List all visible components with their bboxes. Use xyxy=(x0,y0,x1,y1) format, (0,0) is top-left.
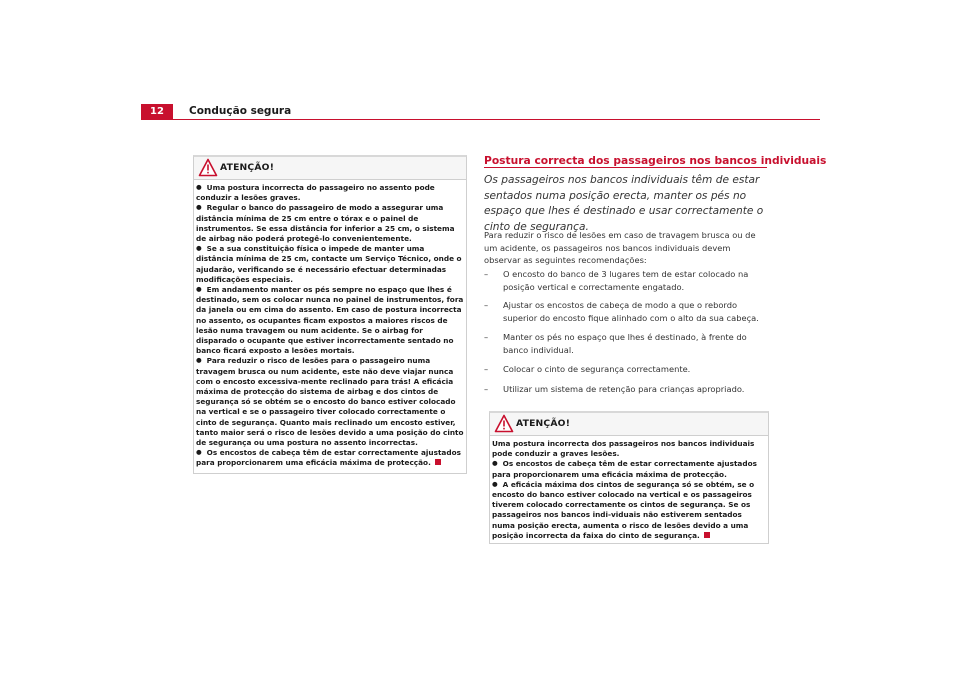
section-title: Postura correcta dos passageiros nos bancos individuais xyxy=(484,154,827,167)
warning-paragraph: ● Os encostos de cabeça têm de estar correctamente ajustados para proporcionarem uma eficácia máxima de protecção. xyxy=(490,459,768,479)
intro-paragraph: Para reduzir o risco de lesões em caso de travagem brusca ou de um acidente, os passageiros nos bancos individuais devem observar as seguintes recomendações: xyxy=(484,230,756,265)
dash-marker: – xyxy=(484,364,489,374)
warning-title: ATENÇÃO! xyxy=(516,418,571,429)
dash-item xyxy=(484,331,769,356)
warning-title: ATENÇÃO! xyxy=(220,162,275,173)
warning-box-left xyxy=(193,155,467,474)
dash-item xyxy=(484,299,769,324)
dash-item-text: Ajustar os encostos de cabeça de modo a que o rebordo superior do encosto fique alinhado com o alto da sua cabeça. xyxy=(503,300,759,323)
running-title: Condução segura xyxy=(189,105,292,117)
section-intro xyxy=(484,229,769,267)
dash-marker: – xyxy=(484,300,489,310)
dash-item-text: Manter os pés no espaço que lhes é destinado, à frente do banco individual. xyxy=(503,332,747,355)
header-rule xyxy=(141,119,820,120)
dash-item xyxy=(484,268,769,293)
warning-box-right xyxy=(489,411,769,544)
dash-item-text: Utilizar um sistema de retenção para crianças apropriado. xyxy=(503,384,745,394)
dash-item xyxy=(484,363,769,376)
dash-item-text: O encosto do banco de 3 lugares tem de estar colocado na posição vertical e correctamente engatado. xyxy=(503,269,749,292)
end-of-section-mark xyxy=(704,532,710,538)
warning-paragraph-last xyxy=(194,448,466,468)
warning-paragraph: ● Em andamento manter os pés sempre no espaço que lhes é destinado, sem os colocar nunca no painel de instrumentos, fora da janela ou em cima do assento. Em caso de postura incorrecta no assento, os ocupantes ficam expostos a maiores riscos de lesão numa travagem ou num acidente. Se o airbag for disparado o ocupante que estiver incorrectamente sentado no banco ficará exposto a lesões mortais. xyxy=(194,285,466,356)
warning-header xyxy=(194,157,466,180)
dash-item-text: Colocar o cinto de segurança correctamente. xyxy=(503,364,691,374)
warning-triangle-icon xyxy=(494,414,514,433)
dash-marker: – xyxy=(484,269,489,279)
dash-marker: – xyxy=(484,332,489,342)
section-lead: Os passageiros nos bancos individuais têm de estar sentados numa posição erecta, manter os pés no espaço que lhes é destinado e usar correctamente o cinto de segurança. xyxy=(484,174,764,233)
dash-marker: – xyxy=(484,384,489,394)
warning-paragraph: Uma postura incorrecta dos passageiros nos bancos individuais pode conduzir a graves lesões. xyxy=(492,439,755,459)
warning-text: Os encostos de cabeça têm de estar correctamente ajustados para proporcionarem uma eficácia máxima de protecção. xyxy=(196,448,461,468)
warning-text: A eficácia máxima dos cintos de segurança só se obtém, se o encosto do banco estiver colocado na vertical e os passageiros tiverem colocado correctamente os cintos de segurança. Se os passageiros nos bancos indi-viduais não estiverem sentados numa posição erecta, aumenta o risco de lesões devido a uma posição incorrecta da faixa do cinto de segurança. xyxy=(492,479,755,540)
warning-paragraph: ● Se a sua constituição física o impede de manter uma distância mínima de 25 cm, contacte um Serviço Técnico, onde o ajudarão, verificando se é necessário efectuar determinadas modificações especiais. xyxy=(194,244,466,285)
warning-paragraph: ● Regular o banco do passageiro de modo a assegurar uma distância mínima de 25 cm entre o tórax e o painel de instrumentos. Se essa distância for inferior a 25 cm, o sistema de airbag não poderá protegê-lo convenientemente. xyxy=(194,203,466,244)
section-rule xyxy=(484,167,767,168)
warning-triangle-icon xyxy=(198,158,218,177)
warning-paragraph: ● Uma postura incorrecta do passageiro no assento pode conduzir a lesões graves. xyxy=(194,183,466,203)
end-of-section-mark xyxy=(435,459,441,465)
warning-header xyxy=(490,413,768,436)
dash-item xyxy=(484,383,769,396)
warning-paragraph: ● Para reduzir o risco de lesões para o passageiro numa travagem brusca ou num acidente, este não deve viajar nunca com o encosto excessiva-mente reclinado para trás! A eficácia máxima de protecção do sistema de airbag e dos cintos de segurança só se obtém se o encosto do banco estiver colocado na vertical e se o passageiro tiver colocado correctamente o cinto de segurança. Quanto mais reclinado um encosto estiver, tanto maior será o risco de lesões devido a uma posição do cinto de segurança ou uma postura no assento incorrectas. xyxy=(194,356,466,448)
warning-paragraph-last xyxy=(490,480,768,541)
page-number: 12 xyxy=(141,104,173,119)
